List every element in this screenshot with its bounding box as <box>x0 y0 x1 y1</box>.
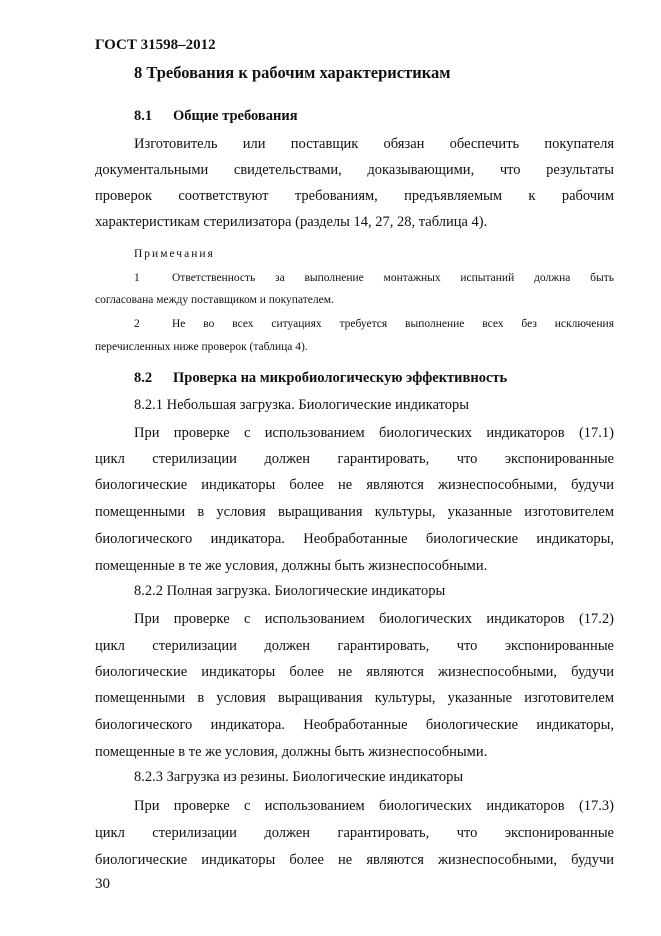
subsection-heading-8-1 <box>134 108 298 125</box>
note-2-line: 2 Не во всех ситуациях требуется выполнение всех без исключения <box>134 318 614 330</box>
paragraph-line: При проверке с использованием биологических индикаторов (17.2) <box>134 611 614 627</box>
paragraph-line: помещенные в те же условия, должны быть жизнеспособными. <box>95 558 488 574</box>
paragraph-line: биологические индикаторы более не являются жизнеспособными, будучи <box>95 664 614 680</box>
standard-designation: ГОСТ 31598–2012 <box>95 37 216 53</box>
paragraph-line: биологические индикаторы более не являются жизнеспособными, будучи <box>95 852 614 868</box>
subsection-title: Проверка на микробиологическую эффективность <box>173 370 508 386</box>
paragraph-line: биологические индикаторы более не являются жизнеспособными, будучи <box>95 477 614 493</box>
note-1-line: согласована между поставщиком и покупателем. <box>95 294 334 306</box>
clause-heading-8-2-1: 8.2.1 Небольшая загрузка. Биологические индикаторы <box>134 397 470 413</box>
subsection-heading-8-2 <box>134 370 507 387</box>
paragraph-line: При проверке с использованием биологических индикаторов (17.3) <box>134 798 614 814</box>
note-1-line: 1 Ответственность за выполнение монтажных испытаний должна быть <box>134 272 614 284</box>
note-number: 2 <box>134 318 140 330</box>
paragraph-line: характеристикам стерилизатора (разделы 14, 27, 28, таблица 4). <box>95 214 488 230</box>
subsection-title: Общие требования <box>173 108 298 124</box>
clause-heading-8-2-3: 8.2.3 Загрузка из резины. Биологические индикаторы <box>134 769 464 785</box>
paragraph-line: При проверке с использованием биологических индикаторов (17.1) <box>134 425 614 441</box>
paragraph-line: цикл стерилизации должен гарантировать, что экспонированные <box>95 451 614 467</box>
notes-heading: Примечания <box>134 248 215 260</box>
subsection-number: 8.1 <box>134 108 153 124</box>
paragraph-line: документальными свидетельствами, доказывающими, что результаты <box>95 162 614 178</box>
subsection-number: 8.2 <box>134 370 153 386</box>
paragraph-line: помещенными в условия выращивания культуры, указанные изготовителем <box>95 690 614 706</box>
paragraph-line: проверок соответствуют требованиям, предъявляемым к рабочим <box>95 188 614 204</box>
paragraph-line: цикл стерилизации должен гарантировать, что экспонированные <box>95 825 614 841</box>
note-number: 1 <box>134 272 140 284</box>
paragraph-line: цикл стерилизации должен гарантировать, что экспонированные <box>95 638 614 654</box>
note-2-line: перечисленных ниже проверок (таблица 4). <box>95 341 308 353</box>
paragraph-line: помещенные в те же условия, должны быть жизнеспособными. <box>95 744 488 760</box>
clause-heading-8-2-2: 8.2.2 Полная загрузка. Биологические индикаторы <box>134 583 446 599</box>
paragraph-line: Изготовитель или поставщик обязан обеспечить покупателя <box>134 136 614 152</box>
paragraph-line: помещенными в условия выращивания культуры, указанные изготовителем <box>95 504 614 520</box>
page-number: 30 <box>95 876 110 892</box>
paragraph-line: биологического индикатора. Необработанные биологические индикаторы, <box>95 531 614 547</box>
section-title: 8 Требования к рабочим характеристикам <box>134 63 451 82</box>
paragraph-line: биологического индикатора. Необработанные биологические индикаторы, <box>95 717 614 733</box>
